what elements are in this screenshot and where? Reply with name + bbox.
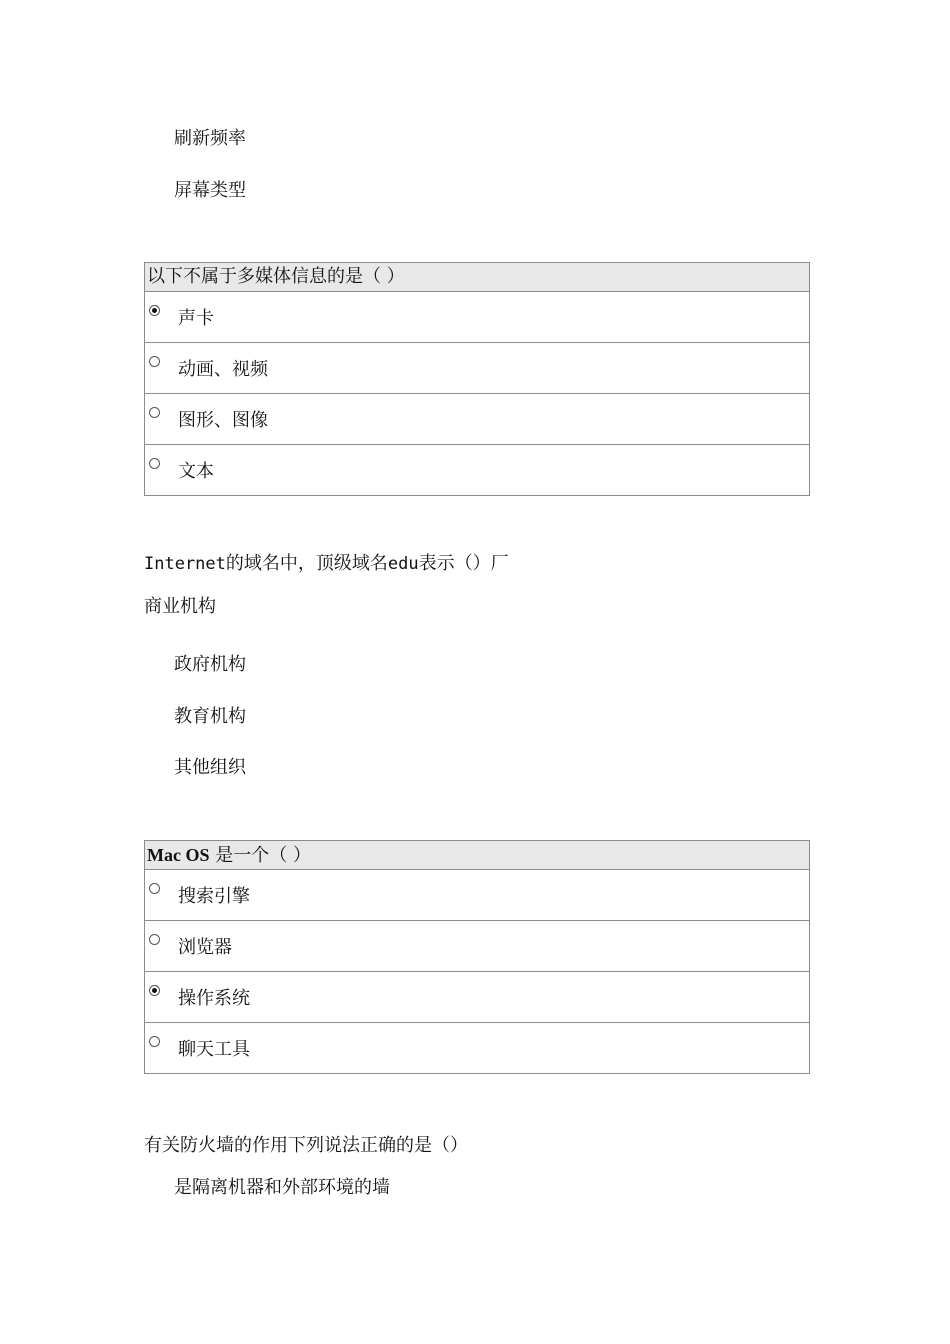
answer-option[interactable] [145,972,809,1023]
question-code: edu [387,554,419,574]
answer-label: 动画、视频 [178,359,268,380]
question-suffix: 表示（）厂 [418,553,509,574]
answer-label: 操作系统 [178,988,250,1009]
answer-label: 声卡 [178,308,214,329]
radio-button[interactable] [149,985,160,996]
radio-selected-dot [152,308,157,313]
option-text: 刷新频率 [174,128,246,149]
answer-label: 搜索引擎 [178,886,250,907]
option-text: 教育机构 [174,706,246,727]
answer-label: 文本 [178,461,214,482]
question-table-1 [144,262,810,496]
question-4-text: 有关防火墙的作用下列说法正确的是（） [144,1135,468,1156]
answer-label: 图形、图像 [178,410,268,431]
radio-button[interactable] [149,1036,160,1047]
radio-button[interactable] [149,305,160,316]
answer-option[interactable] [145,1023,809,1073]
answer-option[interactable] [145,343,809,394]
answer-label: 聊天工具 [178,1039,250,1060]
radio-button[interactable] [149,458,160,469]
radio-button[interactable] [149,407,160,418]
question-2-text [144,552,509,576]
option-text: 其他组织 [174,757,246,778]
option-text: 是隔离机器和外部环境的墙 [174,1177,390,1198]
answer-option[interactable] [145,394,809,445]
answer-option[interactable] [145,870,809,921]
question-title-bold: Mac OS [147,845,210,865]
question-title [145,841,809,870]
question-title-text: 是一个（ ） [209,845,311,866]
radio-selected-dot [152,988,157,993]
question-prefix: Internet [144,554,226,574]
radio-button[interactable] [149,356,160,367]
radio-button[interactable] [149,934,160,945]
answer-option[interactable] [145,445,809,495]
answer-option[interactable] [145,921,809,972]
option-text: 政府机构 [174,654,246,675]
radio-button[interactable] [149,883,160,894]
option-text: 屏幕类型 [174,180,246,201]
question-table-3 [144,840,810,1074]
question-mid: 的域名中，顶级域名 [225,553,388,574]
answer-label: 浏览器 [178,937,232,958]
answer-option[interactable] [145,292,809,343]
question-title: 以下不属于多媒体信息的是（ ） [145,263,809,292]
option-text: 商业机构 [144,596,216,617]
